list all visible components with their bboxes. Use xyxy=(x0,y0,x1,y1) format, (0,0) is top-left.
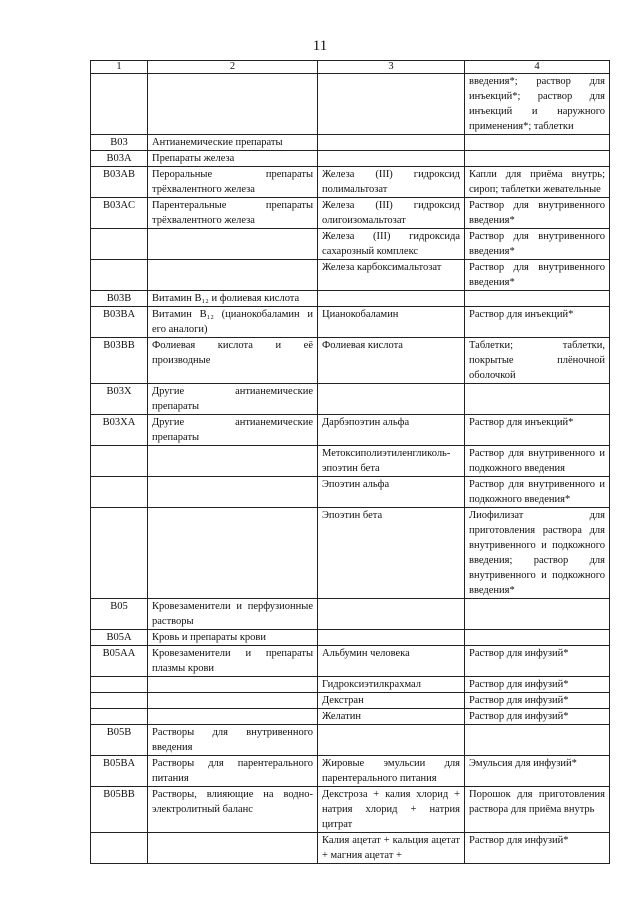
dosage-form-cell: Раствор для инфузий* xyxy=(465,709,610,725)
atc-code-cell xyxy=(91,508,148,599)
dosage-form-cell xyxy=(465,135,610,151)
atc-code-cell xyxy=(91,446,148,477)
dosage-form-cell: Лиофилизат для приготовления раствора для внутривенного и подкожного введения; раствор для внутривенного и подкожного введения* xyxy=(465,508,610,599)
dosage-form-cell: Капли для приёма внутрь; сироп; таблетки жевательные xyxy=(465,167,610,198)
dosage-form-cell: Раствор для инфузий* xyxy=(465,693,610,709)
page-number: 11 xyxy=(312,38,328,54)
atc-code-cell: B03A xyxy=(91,151,148,167)
drug-name-cell: Железа (III) гидроксид полимальтозат xyxy=(318,167,465,198)
atc-code-cell xyxy=(91,74,148,135)
group-name-cell: Другие антианемические препараты xyxy=(148,415,318,446)
group-name-cell xyxy=(148,677,318,693)
dosage-form-cell: Раствор для инъекций* xyxy=(465,307,610,338)
drug-name-cell: Дарбэпоэтин альфа xyxy=(318,415,465,446)
drug-name-cell xyxy=(318,135,465,151)
drug-name-cell: Фолиевая кислота xyxy=(318,338,465,384)
group-name-cell: Кровезаменители и перфузионные растворы xyxy=(148,599,318,630)
group-name-cell: Кровезаменители и препараты плазмы крови xyxy=(148,646,318,677)
dosage-form-cell: Раствор для внутривенного введения* xyxy=(465,229,610,260)
dosage-form-cell: Таблетки; таблетки, покрытые плёночной оболочкой xyxy=(465,338,610,384)
dosage-form-cell: Порошок для приготовления раствора для приёма внутрь xyxy=(465,787,610,833)
group-name-cell: Растворы для внутривенного введения xyxy=(148,725,318,756)
dosage-form-cell: Раствор для внутривенного и подкожного введения* xyxy=(465,477,610,508)
table-row xyxy=(91,135,610,151)
table-row xyxy=(91,229,610,260)
atc-code-cell xyxy=(91,833,148,864)
table-row xyxy=(91,151,610,167)
table-body xyxy=(91,74,610,864)
atc-code-cell: B05BB xyxy=(91,787,148,833)
column-header: 1 xyxy=(91,61,148,74)
dosage-form-cell xyxy=(465,630,610,646)
drug-name-cell: Декстроза + калия хлорид + натрия хлорид + натрия цитрат xyxy=(318,787,465,833)
drug-name-cell: Железа карбоксимальтозат xyxy=(318,260,465,291)
group-name-cell xyxy=(148,446,318,477)
table-row xyxy=(91,787,610,833)
group-name-cell: Растворы для парентерального питания xyxy=(148,756,318,787)
drug-name-cell: Декстран xyxy=(318,693,465,709)
dosage-form-cell: Эмульсия для инфузий* xyxy=(465,756,610,787)
dosage-form-cell xyxy=(465,291,610,307)
group-name-cell: Препараты железа xyxy=(148,151,318,167)
column-header: 3 xyxy=(318,61,465,74)
atc-code-cell: B03X xyxy=(91,384,148,415)
atc-code-cell xyxy=(91,709,148,725)
group-name-cell: Витамин B₁₂ (цианокобаламин и его аналоги) xyxy=(148,307,318,338)
group-name-cell xyxy=(148,693,318,709)
dosage-form-cell xyxy=(465,725,610,756)
drug-name-cell: Гидроксиэтилкрахмал xyxy=(318,677,465,693)
dosage-form-cell: Раствор для внутривенного введения* xyxy=(465,198,610,229)
drug-name-cell xyxy=(318,630,465,646)
table-row xyxy=(91,677,610,693)
atc-code-cell xyxy=(91,229,148,260)
group-name-cell: Пероральные препараты трёхвалентного железа xyxy=(148,167,318,198)
table-row xyxy=(91,756,610,787)
drug-name-cell xyxy=(318,725,465,756)
drug-name-cell xyxy=(318,599,465,630)
drug-name-cell: Эпоэтин альфа xyxy=(318,477,465,508)
table-row xyxy=(91,415,610,446)
group-name-cell: Растворы, влияющие на водно-электролитный баланс xyxy=(148,787,318,833)
column-header: 2 xyxy=(148,61,318,74)
drug-name-cell xyxy=(318,384,465,415)
group-name-cell xyxy=(148,477,318,508)
atc-code-cell: B05BA xyxy=(91,756,148,787)
table-row xyxy=(91,446,610,477)
table-row xyxy=(91,260,610,291)
table-row xyxy=(91,291,610,307)
table-row xyxy=(91,630,610,646)
drug-name-cell: Железа (III) гидроксид олигоизомальтозат xyxy=(318,198,465,229)
dosage-form-cell xyxy=(465,151,610,167)
drug-name-cell: Жировые эмульсии для парентерального питания xyxy=(318,756,465,787)
dosage-form-cell: введения*; раствор для инъекций*; раствор для инъекций и наружного применения*; таблетки xyxy=(465,74,610,135)
group-name-cell xyxy=(148,260,318,291)
atc-code-cell: B03XA xyxy=(91,415,148,446)
group-name-cell: Антианемические препараты xyxy=(148,135,318,151)
atc-code-cell: B05A xyxy=(91,630,148,646)
atc-code-cell: B03B xyxy=(91,291,148,307)
table-row xyxy=(91,477,610,508)
group-name-cell: Витамин B₁₂ и фолиевая кислота xyxy=(148,291,318,307)
drug-name-cell xyxy=(318,74,465,135)
group-name-cell: Другие антианемические препараты xyxy=(148,384,318,415)
drug-name-cell: Альбумин человека xyxy=(318,646,465,677)
table-row xyxy=(91,693,610,709)
table-row xyxy=(91,709,610,725)
table-row xyxy=(91,74,610,135)
drug-name-cell xyxy=(318,151,465,167)
drug-name-cell: Желатин xyxy=(318,709,465,725)
atc-code-cell: B03AB xyxy=(91,167,148,198)
dosage-form-cell: Раствор для инфузий* xyxy=(465,677,610,693)
drug-name-cell: Железа (III) гидроксида сахарозный комплекс xyxy=(318,229,465,260)
dosage-form-cell xyxy=(465,599,610,630)
table-row xyxy=(91,833,610,864)
atc-code-cell: B03BB xyxy=(91,338,148,384)
atc-code-cell: B05B xyxy=(91,725,148,756)
column-header: 4 xyxy=(465,61,610,74)
table-row xyxy=(91,167,610,198)
drug-name-cell: Метоксиполиэтиленгликоль-эпоэтин бета xyxy=(318,446,465,477)
atc-code-cell: B05 xyxy=(91,599,148,630)
dosage-form-cell: Раствор для инфузий* xyxy=(465,646,610,677)
atc-code-cell xyxy=(91,477,148,508)
dosage-form-cell: Раствор для инъекций* xyxy=(465,415,610,446)
table-row xyxy=(91,338,610,384)
drug-name-cell xyxy=(318,291,465,307)
group-name-cell xyxy=(148,508,318,599)
group-name-cell: Фолиевая кислота и её производные xyxy=(148,338,318,384)
table-row xyxy=(91,198,610,229)
dosage-form-cell xyxy=(465,384,610,415)
group-name-cell xyxy=(148,833,318,864)
table-row xyxy=(91,599,610,630)
drug-name-cell: Цианокобаламин xyxy=(318,307,465,338)
table-row xyxy=(91,508,610,599)
drug-name-cell: Эпоэтин бета xyxy=(318,508,465,599)
atc-code-cell: B05AA xyxy=(91,646,148,677)
drug-name-cell: Калия ацетат + кальция ацетат + магния ацетат + xyxy=(318,833,465,864)
dosage-form-cell: Раствор для внутривенного и подкожного введения xyxy=(465,446,610,477)
table-row xyxy=(91,725,610,756)
group-name-cell xyxy=(148,74,318,135)
atc-code-cell xyxy=(91,260,148,291)
dosage-form-cell: Раствор для инфузий* xyxy=(465,833,610,864)
group-name-cell: Кровь и препараты крови xyxy=(148,630,318,646)
group-name-cell xyxy=(148,709,318,725)
table-row xyxy=(91,307,610,338)
atc-code-cell: B03 xyxy=(91,135,148,151)
atc-code-cell: B03BA xyxy=(91,307,148,338)
table-header-row xyxy=(91,61,610,74)
drug-table xyxy=(90,60,610,864)
table-row xyxy=(91,384,610,415)
atc-code-cell xyxy=(91,693,148,709)
atc-code-cell xyxy=(91,677,148,693)
table-row xyxy=(91,646,610,677)
group-name-cell: Парентеральные препараты трёхвалентного железа xyxy=(148,198,318,229)
atc-code-cell: B03AC xyxy=(91,198,148,229)
group-name-cell xyxy=(148,229,318,260)
dosage-form-cell: Раствор для внутривенного введения* xyxy=(465,260,610,291)
